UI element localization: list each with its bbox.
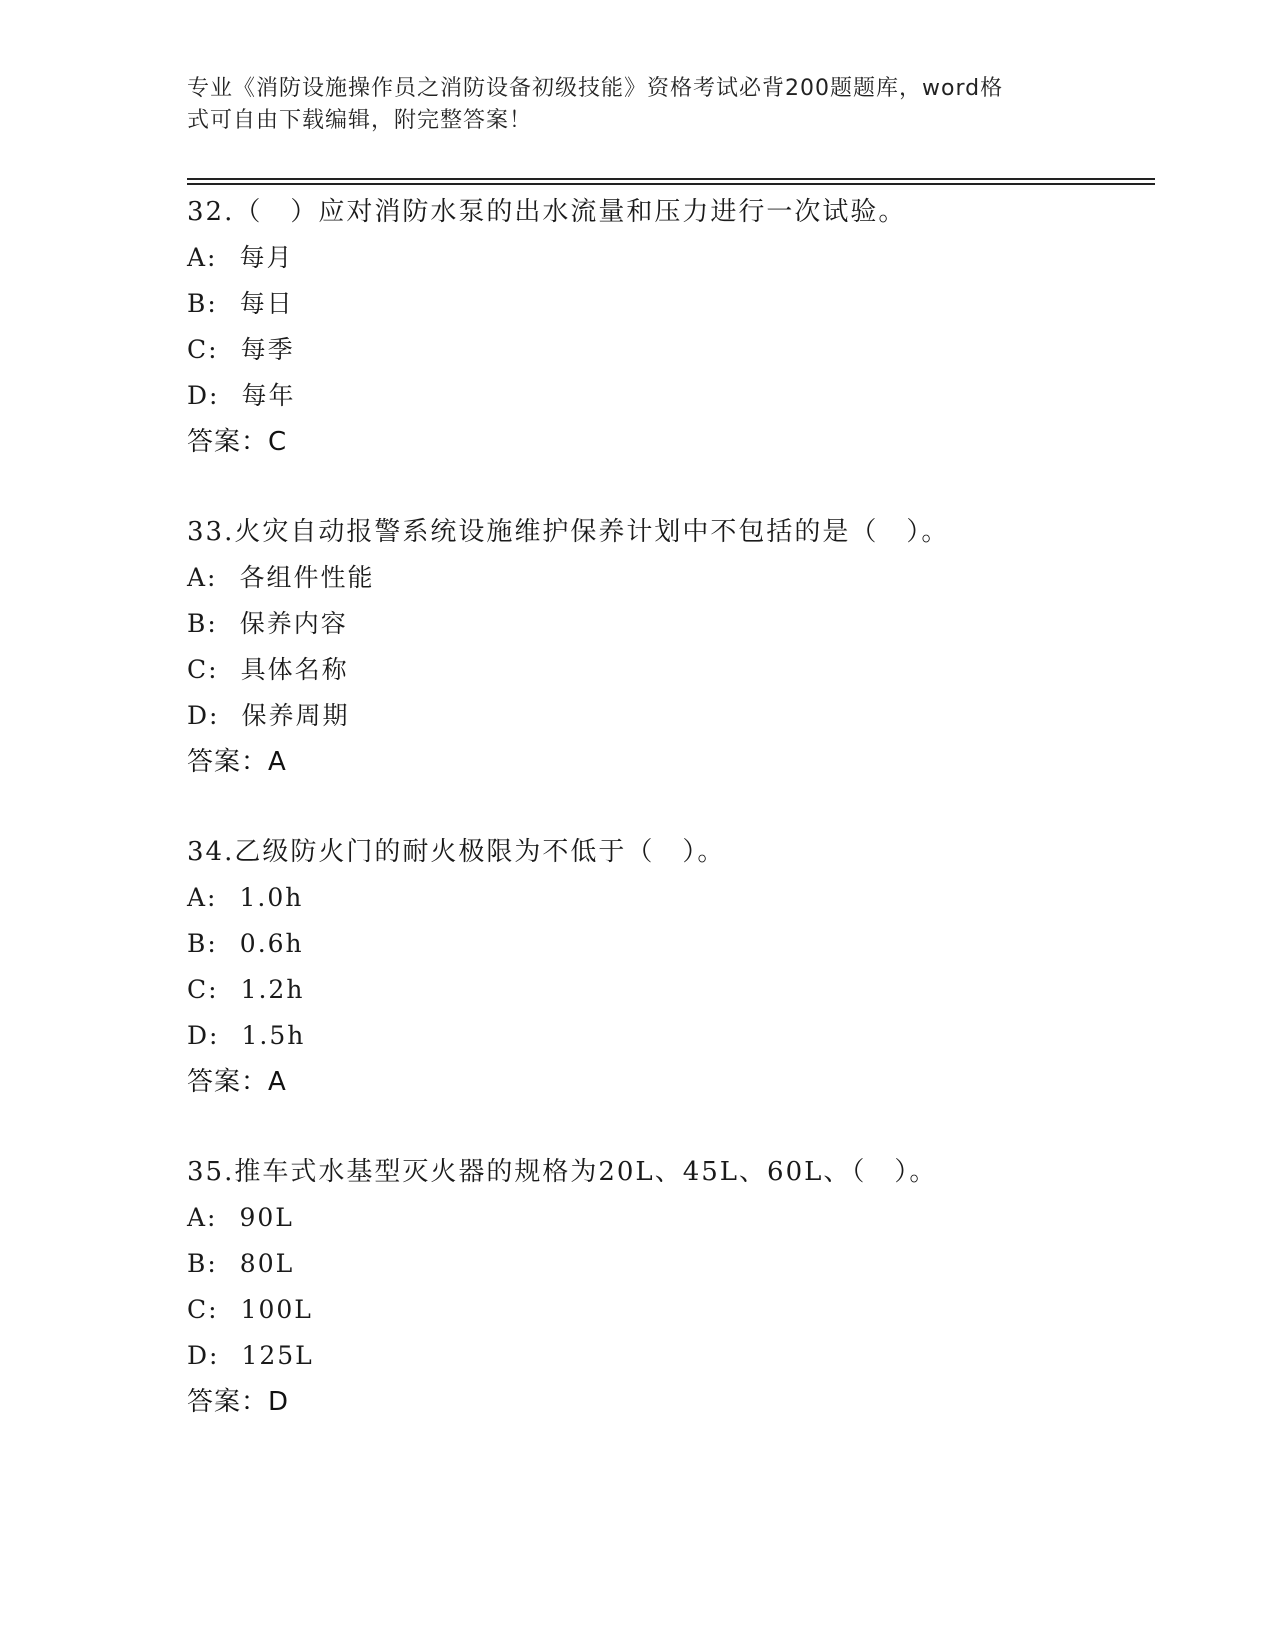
option-b [187,281,1155,327]
option-text: 1.2h [240,975,305,1004]
question-stem: 35.推车式水基型灭火器的规格为20L、45L、60L、（ ）。 [187,1157,938,1187]
option-a [187,235,1155,281]
option-a [187,1195,1155,1241]
option-text: 每日 [239,289,294,318]
header-divider-top [187,178,1155,180]
option-text: 0.6h [239,929,304,958]
question-stem: 32.（ ）应对消防水泵的出水流量和压力进行一次试验。 [187,197,907,227]
option-letter: A: [187,563,218,592]
option-a [187,875,1155,921]
option-letter: B: [187,289,218,318]
option-d [187,1013,1155,1059]
answer-line: 答案：C [187,427,288,457]
option-letter: C: [187,975,219,1004]
option-text: 保养内容 [239,609,348,638]
question-block [187,189,1155,465]
option-d [187,1333,1155,1379]
option-letter: B: [187,609,218,638]
option-text: 100L [240,1295,313,1324]
option-text: 每季 [240,335,295,364]
option-letter: B: [187,1249,218,1278]
option-c [187,647,1155,693]
option-text: 125L [241,1341,314,1370]
option-text: 每月 [239,243,294,272]
option-b [187,921,1155,967]
option-letter: D: [187,701,220,730]
option-c [187,327,1155,373]
header-line-1: 专业《消防设施操作员之消防设备初级技能》资格考试必背200题题库，word格 [187,76,1004,101]
header-divider-bottom [187,183,1155,185]
option-letter: A: [187,1203,218,1232]
option-letter: C: [187,655,219,684]
question-block [187,509,1155,785]
option-text: 1.0h [239,883,304,912]
option-d [187,373,1155,419]
option-c [187,1287,1155,1333]
option-text: 80L [239,1249,295,1278]
option-text: 保养周期 [241,701,350,730]
question-stem: 33.火灾自动报警系统设施维护保养计划中不包括的是（ ）。 [187,517,950,547]
option-text: 具体名称 [240,655,349,684]
option-d [187,693,1155,739]
option-text: 90L [239,1203,294,1232]
option-letter: D: [187,1341,220,1370]
option-letter: D: [187,381,220,410]
document-header [187,73,1067,137]
option-a [187,555,1155,601]
option-b [187,1241,1155,1287]
answer-line: 答案：A [187,747,287,777]
option-letter: A: [187,883,218,912]
option-letter: D: [187,1021,220,1050]
question-stem: 34.乙级防火门的耐火极限为不低于（ ）。 [187,837,726,867]
question-block [187,1149,1155,1425]
option-b [187,601,1155,647]
option-letter: B: [187,929,218,958]
option-letter: C: [187,1295,219,1324]
option-text: 每年 [241,381,296,410]
option-letter: A: [187,243,218,272]
answer-line: 答案：D [187,1387,290,1417]
header-line-2: 式可自由下载编辑，附完整答案！ [187,108,533,133]
option-text: 1.5h [241,1021,306,1050]
option-text: 各组件性能 [239,563,375,592]
question-block [187,829,1155,1105]
option-c [187,967,1155,1013]
option-letter: C: [187,335,219,364]
answer-line: 答案：A [187,1067,287,1097]
